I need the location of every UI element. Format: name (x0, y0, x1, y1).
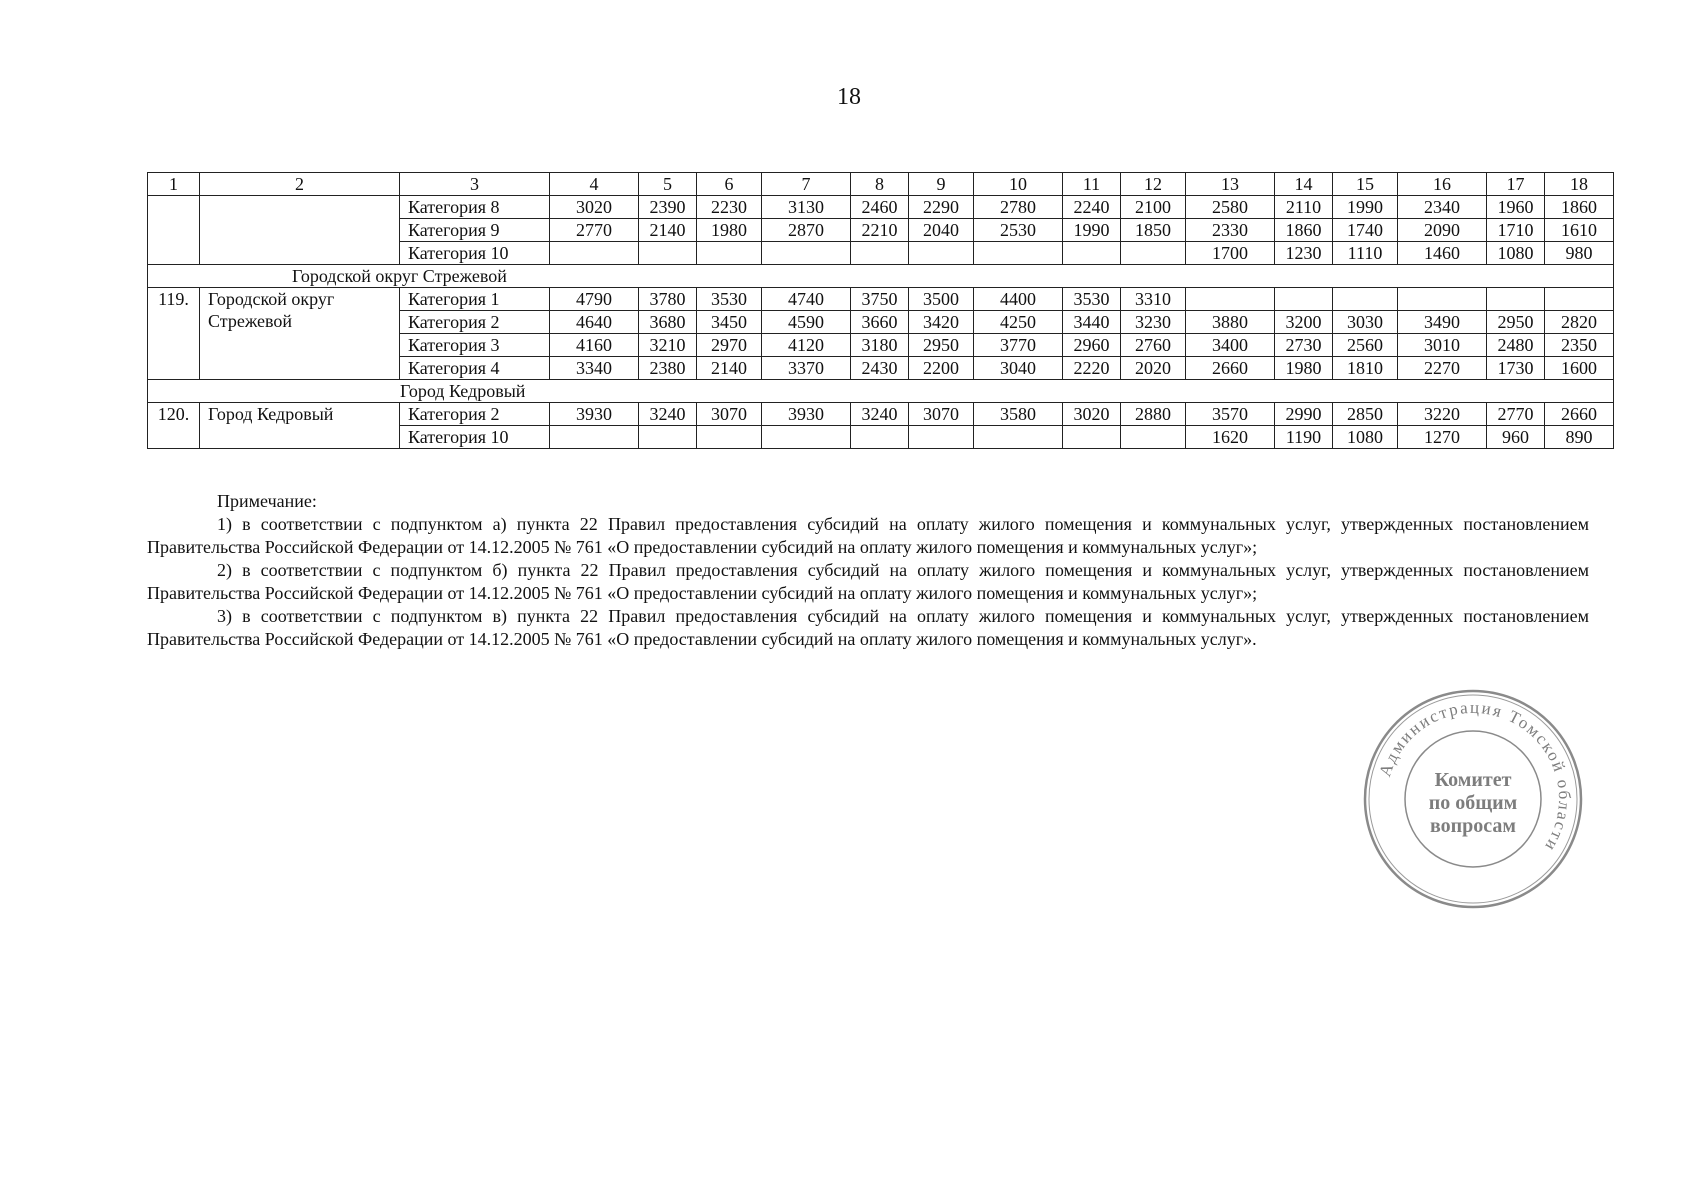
number-cell-empty (148, 196, 200, 265)
value-cell: 2350 (1545, 334, 1614, 357)
value-cell: 960 (1487, 426, 1545, 449)
value-cell (1121, 242, 1186, 265)
category-cell: Категория 1 (400, 288, 550, 311)
category-cell: Категория 10 (400, 426, 550, 449)
column-number-6: 6 (697, 173, 762, 196)
value-cell: 1190 (1275, 426, 1333, 449)
value-cell: 2140 (697, 357, 762, 380)
column-number-15: 15 (1333, 173, 1398, 196)
stamp-ring-text: Администрация Томской области (1375, 697, 1575, 856)
value-cell: 1230 (1275, 242, 1333, 265)
value-cell: 2760 (1121, 334, 1186, 357)
value-cell: 4640 (550, 311, 639, 334)
value-cell: 3530 (697, 288, 762, 311)
value-cell (697, 242, 762, 265)
value-cell: 3570 (1186, 403, 1275, 426)
value-cell: 1860 (1545, 196, 1614, 219)
column-number-12: 12 (1121, 173, 1186, 196)
value-cell (639, 426, 697, 449)
value-cell: 1110 (1333, 242, 1398, 265)
notes-title: Примечание: (217, 491, 317, 511)
value-cell (1275, 288, 1333, 311)
value-cell: 2340 (1398, 196, 1487, 219)
category-cell: Категория 8 (400, 196, 550, 219)
value-cell: 1700 (1186, 242, 1275, 265)
category-cell: Категория 10 (400, 242, 550, 265)
value-cell: 2730 (1275, 334, 1333, 357)
value-cell: 1740 (1333, 219, 1398, 242)
value-cell: 3500 (909, 288, 974, 311)
value-cell: 3450 (697, 311, 762, 334)
value-cell: 4740 (762, 288, 851, 311)
value-cell: 3070 (909, 403, 974, 426)
value-cell: 2530 (974, 219, 1063, 242)
value-cell: 2020 (1121, 357, 1186, 380)
value-cell: 4120 (762, 334, 851, 357)
value-cell: 2270 (1398, 357, 1487, 380)
value-cell: 3580 (974, 403, 1063, 426)
value-cell: 2880 (1121, 403, 1186, 426)
value-cell: 2210 (851, 219, 909, 242)
value-cell: 1990 (1333, 196, 1398, 219)
column-number-14: 14 (1275, 173, 1333, 196)
value-cell: 2770 (1487, 403, 1545, 426)
value-cell: 2090 (1398, 219, 1487, 242)
value-cell: 2820 (1545, 311, 1614, 334)
column-number-18: 18 (1545, 173, 1614, 196)
note-item-2: 2) в соответствии с подпунктом б) пункта 22 Правил предоставления субсидий на оплату жилого помещения и коммунальных услуг, утвержденных постановлением Правительства Российской Федерации от 14.12.2005 № 761 «О предоставлении субсидий на оплату жилого помещения и коммунальных услуг»; (147, 560, 1589, 603)
value-cell (550, 426, 639, 449)
value-cell (1063, 242, 1121, 265)
value-cell (1063, 426, 1121, 449)
value-cell (851, 242, 909, 265)
value-cell: 3930 (550, 403, 639, 426)
category-cell: Категория 3 (400, 334, 550, 357)
section-title-row (148, 380, 1614, 403)
value-cell: 4590 (762, 311, 851, 334)
value-cell: 2380 (639, 357, 697, 380)
value-cell: 3030 (1333, 311, 1398, 334)
value-cell: 1810 (1333, 357, 1398, 380)
value-cell: 2950 (909, 334, 974, 357)
value-cell (697, 426, 762, 449)
value-cell: 3240 (639, 403, 697, 426)
value-cell: 2240 (1063, 196, 1121, 219)
value-cell (851, 426, 909, 449)
value-cell: 2850 (1333, 403, 1398, 426)
value-cell (762, 426, 851, 449)
value-cell (1545, 288, 1614, 311)
value-cell (1487, 288, 1545, 311)
value-cell: 1980 (697, 219, 762, 242)
value-cell: 2970 (697, 334, 762, 357)
value-cell: 1080 (1487, 242, 1545, 265)
value-cell: 2460 (851, 196, 909, 219)
column-number-9: 9 (909, 173, 974, 196)
column-number-7: 7 (762, 173, 851, 196)
value-cell: 1270 (1398, 426, 1487, 449)
value-cell: 1460 (1398, 242, 1487, 265)
value-cell: 2660 (1186, 357, 1275, 380)
stamp-center-line-2: по общим (1428, 792, 1518, 814)
table-header-row (148, 173, 1614, 196)
value-cell: 3240 (851, 403, 909, 426)
subsidy-standards-table (147, 172, 1614, 449)
value-cell: 1730 (1487, 357, 1545, 380)
value-cell: 3880 (1186, 311, 1275, 334)
value-cell: 2990 (1275, 403, 1333, 426)
value-cell (1333, 288, 1398, 311)
category-cell: Категория 9 (400, 219, 550, 242)
value-cell: 2560 (1333, 334, 1398, 357)
value-cell: 1960 (1487, 196, 1545, 219)
value-cell (1398, 288, 1487, 311)
section-title-cell (148, 380, 1614, 403)
value-cell: 3130 (762, 196, 851, 219)
column-number-11: 11 (1063, 173, 1121, 196)
value-cell: 1620 (1186, 426, 1275, 449)
value-cell (639, 242, 697, 265)
table-row (148, 196, 1614, 219)
notes-section (147, 490, 1589, 651)
value-cell: 3930 (762, 403, 851, 426)
value-cell: 3660 (851, 311, 909, 334)
value-cell: 2660 (1545, 403, 1614, 426)
value-cell: 3180 (851, 334, 909, 357)
value-cell: 4250 (974, 311, 1063, 334)
value-cell: 2040 (909, 219, 974, 242)
section-title-cell (148, 265, 1614, 288)
value-cell: 3310 (1121, 288, 1186, 311)
value-cell: 2220 (1063, 357, 1121, 380)
section-title: Городской округ Стрежевой (292, 266, 507, 286)
value-cell: 3070 (697, 403, 762, 426)
value-cell: 4400 (974, 288, 1063, 311)
value-cell: 1850 (1121, 219, 1186, 242)
entry-number: 120. (148, 403, 200, 449)
municipality-name: Городской округ Стрежевой (200, 288, 400, 380)
column-number-1: 1 (148, 173, 200, 196)
official-seal-stamp (1362, 688, 1584, 910)
table-row (148, 403, 1614, 426)
value-cell: 2780 (974, 196, 1063, 219)
category-cell: Категория 2 (400, 403, 550, 426)
section-title: Город Кедровый (400, 381, 526, 401)
column-number-8: 8 (851, 173, 909, 196)
value-cell: 3490 (1398, 311, 1487, 334)
value-cell: 2390 (639, 196, 697, 219)
value-cell: 2770 (550, 219, 639, 242)
value-cell: 890 (1545, 426, 1614, 449)
value-cell: 1080 (1333, 426, 1398, 449)
value-cell: 3230 (1121, 311, 1186, 334)
note-item-3: 3) в соответствии с подпунктом в) пункта 22 Правил предоставления субсидий на оплату жилого помещения и коммунальных услуг, утвержденных постановлением Правительства Российской Федерации от 14.12.2005 № 761 «О предоставлении субсидий на оплату жилого помещения и коммунальных услуг». (147, 606, 1589, 649)
column-number-4: 4 (550, 173, 639, 196)
value-cell: 2580 (1186, 196, 1275, 219)
value-cell: 2480 (1487, 334, 1545, 357)
value-cell: 1860 (1275, 219, 1333, 242)
column-number-16: 16 (1398, 173, 1487, 196)
stamp-center-line-1: Комитет (1434, 769, 1512, 791)
value-cell: 3420 (909, 311, 974, 334)
value-cell: 3780 (639, 288, 697, 311)
value-cell: 3680 (639, 311, 697, 334)
note-item-1: 1) в соответствии с подпунктом а) пункта 22 Правил предоставления субсидий на оплату жилого помещения и коммунальных услуг, утвержденных постановлением Правительства Российской Федерации от 14.12.2005 № 761 «О предоставлении субсидий на оплату жилого помещения и коммунальных услуг»; (147, 514, 1589, 557)
section-title-row (148, 265, 1614, 288)
value-cell: 2290 (909, 196, 974, 219)
value-cell: 1610 (1545, 219, 1614, 242)
value-cell: 3020 (550, 196, 639, 219)
value-cell: 2330 (1186, 219, 1275, 242)
value-cell: 2950 (1487, 311, 1545, 334)
value-cell: 1980 (1275, 357, 1333, 380)
municipality-name: Город Кедровый (200, 403, 400, 449)
value-cell (974, 426, 1063, 449)
value-cell: 3340 (550, 357, 639, 380)
value-cell: 3750 (851, 288, 909, 311)
value-cell: 2200 (909, 357, 974, 380)
value-cell (909, 242, 974, 265)
stamp-center-line-3: вопросам (1429, 815, 1517, 837)
value-cell (550, 242, 639, 265)
value-cell: 2960 (1063, 334, 1121, 357)
value-cell (974, 242, 1063, 265)
value-cell: 3040 (974, 357, 1063, 380)
column-number-5: 5 (639, 173, 697, 196)
column-number-10: 10 (974, 173, 1063, 196)
name-cell-empty (200, 196, 400, 265)
value-cell: 2110 (1275, 196, 1333, 219)
column-number-13: 13 (1186, 173, 1275, 196)
category-cell: Категория 4 (400, 357, 550, 380)
column-number-17: 17 (1487, 173, 1545, 196)
value-cell: 3210 (639, 334, 697, 357)
page-number: 18 (837, 84, 861, 110)
value-cell: 2870 (762, 219, 851, 242)
value-cell (762, 242, 851, 265)
value-cell: 2230 (697, 196, 762, 219)
value-cell (909, 426, 974, 449)
table-row (148, 288, 1614, 311)
value-cell (1186, 288, 1275, 311)
value-cell: 1990 (1063, 219, 1121, 242)
value-cell: 4160 (550, 334, 639, 357)
value-cell: 1600 (1545, 357, 1614, 380)
value-cell: 2100 (1121, 196, 1186, 219)
column-number-2: 2 (200, 173, 400, 196)
value-cell: 3010 (1398, 334, 1487, 357)
value-cell: 3220 (1398, 403, 1487, 426)
value-cell: 3530 (1063, 288, 1121, 311)
value-cell: 3020 (1063, 403, 1121, 426)
column-number-3: 3 (400, 173, 550, 196)
entry-number: 119. (148, 288, 200, 380)
value-cell: 4790 (550, 288, 639, 311)
value-cell (1121, 426, 1186, 449)
value-cell: 3400 (1186, 334, 1275, 357)
value-cell: 2140 (639, 219, 697, 242)
category-cell: Категория 2 (400, 311, 550, 334)
value-cell: 1710 (1487, 219, 1545, 242)
value-cell: 980 (1545, 242, 1614, 265)
value-cell: 3200 (1275, 311, 1333, 334)
value-cell: 3370 (762, 357, 851, 380)
value-cell: 3440 (1063, 311, 1121, 334)
value-cell: 2430 (851, 357, 909, 380)
value-cell: 3770 (974, 334, 1063, 357)
